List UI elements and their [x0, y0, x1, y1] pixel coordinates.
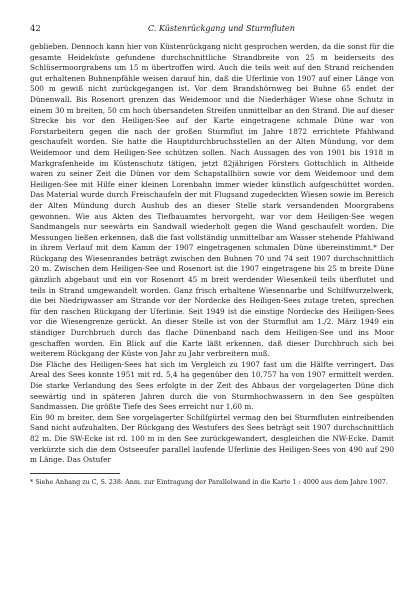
- paragraph: geblieben. Dennoch kann hier von Küstenrückgang nicht gesprochen werden, da die sonst für die gesamte Heideküste gefundene durchschnittliche Strandbreite von 25 m beiderseits des Schlüsermoorgrabens um 15 m übertroffen wird. Auch die teils weit auf den Strand reichenden gut erhaltenen Buhnenpfähle weisen darauf hin, daß die Uferlinie von 1907 auf einer Länge von 500 m gewiß nicht zurückgegangen ist. Vor dem Brandshörnweg bei Buhne 65 endet der Dünenwall. Bis Rosenort grenzen das Weidemoor und die Niederhäger Wiese ohne Schutz in einem 30 m breiten, 50 cm hoch übersandeten Streifen unmittelbar an den Strand. Die auf dieser Strecke bis vor den Heiligen-See auf der Karte eingetragene schmale Düne war von Forstarbeitern gegen die nach der großen Sturmflut im Jahre 1872 errichtete Pfahlwand geschaufelt worden. Sie hatte die Hauptdurchbruchsstellen an der Alten Mündung, vor dem Weidemoor und dem Heiligen-See schützen sollen. Nach Aussagen des von 1901 bis 1918 in Markgrafenheide im Küstenschutz tätigen, jetzt 82jährigen Försters Gottschlich in Altheide waren zu seiner Zeit die Dünen vor dem Schapstallhörn sowie vor dem Weidemoor und dem Heiligen-See mit Hilfe einer kleinen Lorenbahn immer wieder künstlich aufgeschüttet worden. Das Material wurde durch Freischaufeln der mit Flugsand zugedeckten Wiesen sowie im Bereich der Alten Mündung durch Aushub des an dieser Stelle stark versandenden Moorgrabens gewonnen. Wie aus Akten des Tiefbauamtes hervorgeht, war vor dem Heiligen-See wegen Sandmangels nur seewärts ein Sandwall wiederholt gegen die Wand geschaufelt worden. Die Messungen ließen erkennen, daß die fast vollständig unmittelbar am Wasser stehende Pfahlwand in ihrem Verlauf mit dem Kamm der 1907 eingetragenen schmalen Düne übereinstimmt.* Der Rückgang des Wiesenrandes beträgt zwischen den Buhnen 70 und 74 seit 1907 durchschnittlich 20 m. Zwischen dem Heiligen-See und Rosenort ist die 1907 eingetragene bis 25 m breite Düne gänzlich abgebaut und ein vor Rosenort 45 m breit werdender Wiesenkeil teils überflutet und teils in Strand umgewandelt worden. Ganz frisch erhaltene Wiesennarbe und Schilfwurzelwerk, die bei Niedrigwasser am Strande vor der Nordecke des Heiligen-Sees zutage treten, sprechen für den raschen Rückgang der Uferlinie. Seit 1949 ist die einstige Nordecke des Heiligen-Sees vor die Wiesengrenze gerückt. An dieser Stelle ist von der Sturmflut am 1./2. März 1949 ein ständiger Durchbruch durch das flache Dünenband nach dem Heiligen-See und ins Moor geschaffen worden. Ein Blick auf die Karte läßt erkennen, daß dieser Durchbruch sich bei weiterem Rückgang der Küste von Jahr zu Jahr verbreitern muß.: [30, 42, 394, 359]
- paragraph: Die Fläche des Heiligen-Sees hat sich im Vergleich zu 1907 fast um die Hälfte verringert. Das Areal des Sees konnte 1951 mit rd. 5,4 ha gegenüber den 10,757 ha von 1907 ermittelt werden. Die starke Verlandung des Sees erfolgte in der Zeit des Abbaus der vorgelagerten Düne dich seewärtig und in späteren Jahren durch die von Sturmhochwassern in den See gespülten Sandmassen. Die größte Tiefe des Sees erreicht nur 1,60 m.: [30, 359, 394, 412]
- body-text: [30, 42, 394, 466]
- footnote: * Siehe Anhang zu C, S. 238: Anm. zur Eintragung der Parallelwand in die Karte 1 : 4000 aus dem Jahre 1907.: [30, 477, 388, 486]
- running-title: C. Küstenrückgang und Sturmfluten: [148, 24, 295, 33]
- paragraph: Ein 90 m breiter, dem See vorgelagerter Schilfgürtel vermag den bei Sturmfluten eintreibenden Sand nicht aufzuhalten. Der Rückgang des Westufers des Sees beträgt seit 1907 durchschnittlich 82 m. Die SW-Ecke ist rd. 100 m in den See zurückgewandert, desgleichen die NW-Ecke. Damit verkürzte sich die dem Ostseeufer parallel laufende Uferlinie des Heiligen-Sees von 490 auf 290 m Länge. Das Ostufer: [30, 412, 394, 465]
- footnote-divider: [30, 473, 120, 474]
- page-number: 42: [30, 24, 41, 34]
- page-header: [30, 24, 394, 37]
